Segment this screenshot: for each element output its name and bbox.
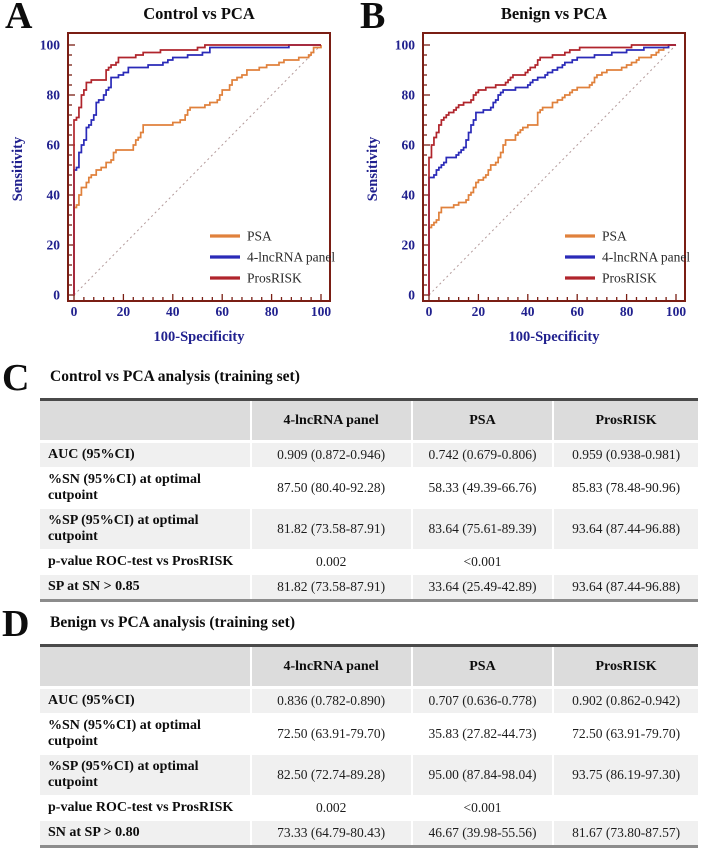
y-tick-label: 60 <box>401 137 415 153</box>
table-header-row <box>40 646 698 688</box>
table-cell: 72.50 (63.91-79.70) <box>553 714 698 755</box>
legend-label-4-lncrna-panel: 4-lncRNA panel <box>602 249 691 265</box>
table-cell: 46.67 (39.98-55.56) <box>412 821 553 847</box>
x-tick-label: 40 <box>166 304 180 319</box>
legend-label-prosrisk: ProsRISK <box>247 270 302 286</box>
table-cell: 35.83 (27.82-44.73) <box>412 714 553 755</box>
header-cell-psa: PSA <box>412 400 553 442</box>
table-cell <box>553 796 698 821</box>
table-cell: 0.959 (0.938-0.981) <box>553 442 698 468</box>
y-tick-label: 40 <box>46 187 60 203</box>
table-cell: 95.00 (87.84-98.04) <box>412 755 553 796</box>
y-tick-label: 0 <box>408 287 415 303</box>
table-cell: 0.909 (0.872-0.946) <box>251 442 412 468</box>
row-label: AUC (95%CI) <box>40 688 251 714</box>
header-cell-empty <box>40 400 251 442</box>
table-cell: 58.33 (49.39-66.76) <box>412 468 553 509</box>
x-tick-label: 20 <box>471 304 486 319</box>
table-cell: <0.001 <box>412 796 553 821</box>
panel-c-title: Control vs PCA analysis (training set) <box>50 368 300 385</box>
table-row <box>40 575 698 601</box>
panel-d-heading <box>2 603 709 645</box>
table-row <box>40 509 698 550</box>
x-tick-label: 80 <box>619 304 634 319</box>
table-cell: 93.75 (86.19-97.30) <box>553 755 698 796</box>
row-label: p-value ROC-test vs ProsRISK <box>40 550 251 575</box>
table-cell: 82.50 (72.74-89.28) <box>251 755 412 796</box>
table-header-row <box>40 400 698 442</box>
table-cell: 87.50 (80.40-92.28) <box>251 468 412 509</box>
benign-vs-pca-table <box>40 644 698 848</box>
table-row <box>40 468 698 509</box>
panel-d <box>0 603 709 848</box>
table-cell <box>553 550 698 575</box>
table-row <box>40 442 698 468</box>
x-tick-label: 60 <box>570 304 584 319</box>
roc-chart-svg-control-vs-pca <box>0 0 354 356</box>
x-tick-label: 100 <box>310 304 332 319</box>
table-row <box>40 755 698 796</box>
header-cell-4-lncrna-panel: 4-lncRNA panel <box>251 400 412 442</box>
legend-label-prosrisk: ProsRISK <box>602 270 657 286</box>
table-cell: 81.82 (73.58-87.91) <box>251 575 412 601</box>
y-tick-label: 80 <box>46 87 60 103</box>
x-tick-label: 20 <box>116 304 131 319</box>
table-cell: 0.836 (0.782-0.890) <box>251 688 412 714</box>
panel-d-letter: D <box>2 603 30 645</box>
table-cell: 72.50 (63.91-79.70) <box>251 714 412 755</box>
x-tick-label: 100 <box>665 304 687 319</box>
x-axis-title: 100-Specificity <box>153 329 245 345</box>
row-label: %SN (95%CI) at optimal cutpoint <box>40 468 251 509</box>
y-axis-title: Sensitivity <box>10 136 26 202</box>
legend-label-psa: PSA <box>602 228 627 244</box>
row-label: %SP (95%CI) at optimal cutpoint <box>40 755 251 796</box>
panel-c-letter: C <box>2 357 30 399</box>
x-tick-label: 80 <box>264 304 279 319</box>
chart-title: Control vs PCA <box>143 4 255 23</box>
header-cell-prosrisk: ProsRISK <box>553 646 698 688</box>
row-label: p-value ROC-test vs ProsRISK <box>40 796 251 821</box>
table-row <box>40 796 698 821</box>
y-tick-label: 80 <box>401 87 415 103</box>
header-cell-psa: PSA <box>412 646 553 688</box>
y-tick-label: 40 <box>401 187 415 203</box>
y-tick-label: 100 <box>394 37 415 53</box>
y-tick-label: 20 <box>401 237 415 253</box>
header-cell-empty <box>40 646 251 688</box>
panel-c <box>0 357 709 602</box>
panel-d-title: Benign vs PCA analysis (training set) <box>50 614 296 631</box>
x-tick-label: 60 <box>215 304 229 319</box>
table-row <box>40 688 698 714</box>
y-tick-label: 0 <box>53 287 60 303</box>
panel-a-letter: A <box>5 0 33 37</box>
legend-label-4-lncrna-panel: 4-lncRNA panel <box>247 249 336 265</box>
row-label: SN at SP > 0.80 <box>40 821 251 847</box>
panel-c-heading <box>2 357 709 399</box>
table-cell: <0.001 <box>412 550 553 575</box>
panel-a <box>0 0 354 356</box>
roc-chart-svg-benign-vs-pca <box>355 0 709 356</box>
table-cell: 0.002 <box>251 550 412 575</box>
table-row <box>40 821 698 847</box>
x-tick-label: 0 <box>425 304 433 319</box>
y-tick-label: 20 <box>46 237 60 253</box>
x-tick-label: 0 <box>70 304 78 319</box>
table-cell: 0.002 <box>251 796 412 821</box>
header-cell-4-lncrna-panel: 4-lncRNA panel <box>251 646 412 688</box>
row-label: %SP (95%CI) at optimal cutpoint <box>40 509 251 550</box>
table-cell: 73.33 (64.79-80.43) <box>251 821 412 847</box>
row-label: AUC (95%CI) <box>40 442 251 468</box>
y-axis-title: Sensitivity <box>365 136 381 202</box>
panel-b <box>355 0 709 356</box>
y-tick-label: 100 <box>39 37 60 53</box>
table-cell: 83.64 (75.61-89.39) <box>412 509 553 550</box>
x-axis-title: 100-Specificity <box>508 329 600 345</box>
table-row <box>40 714 698 755</box>
table-cell: 81.82 (73.58-87.91) <box>251 509 412 550</box>
table-cell: 0.742 (0.679-0.806) <box>412 442 553 468</box>
x-tick-label: 40 <box>521 304 535 319</box>
charts-row <box>0 0 709 356</box>
table-cell: 81.67 (73.80-87.57) <box>553 821 698 847</box>
header-cell-prosrisk: ProsRISK <box>553 400 698 442</box>
table-row <box>40 550 698 575</box>
table-cell: 0.902 (0.862-0.942) <box>553 688 698 714</box>
chart-title: Benign vs PCA <box>500 4 608 23</box>
table-cell: 33.64 (25.49-42.89) <box>412 575 553 601</box>
table-cell: 93.64 (87.44-96.88) <box>553 575 698 601</box>
control-vs-pca-table <box>40 398 698 602</box>
table-cell: 85.83 (78.48-90.96) <box>553 468 698 509</box>
table-cell: 0.707 (0.636-0.778) <box>412 688 553 714</box>
y-tick-label: 60 <box>46 137 60 153</box>
table-cell: 93.64 (87.44-96.88) <box>553 509 698 550</box>
panel-b-letter: B <box>360 0 386 37</box>
legend-label-psa: PSA <box>247 228 272 244</box>
row-label: %SN (95%CI) at optimal cutpoint <box>40 714 251 755</box>
row-label: SP at SN > 0.85 <box>40 575 251 601</box>
